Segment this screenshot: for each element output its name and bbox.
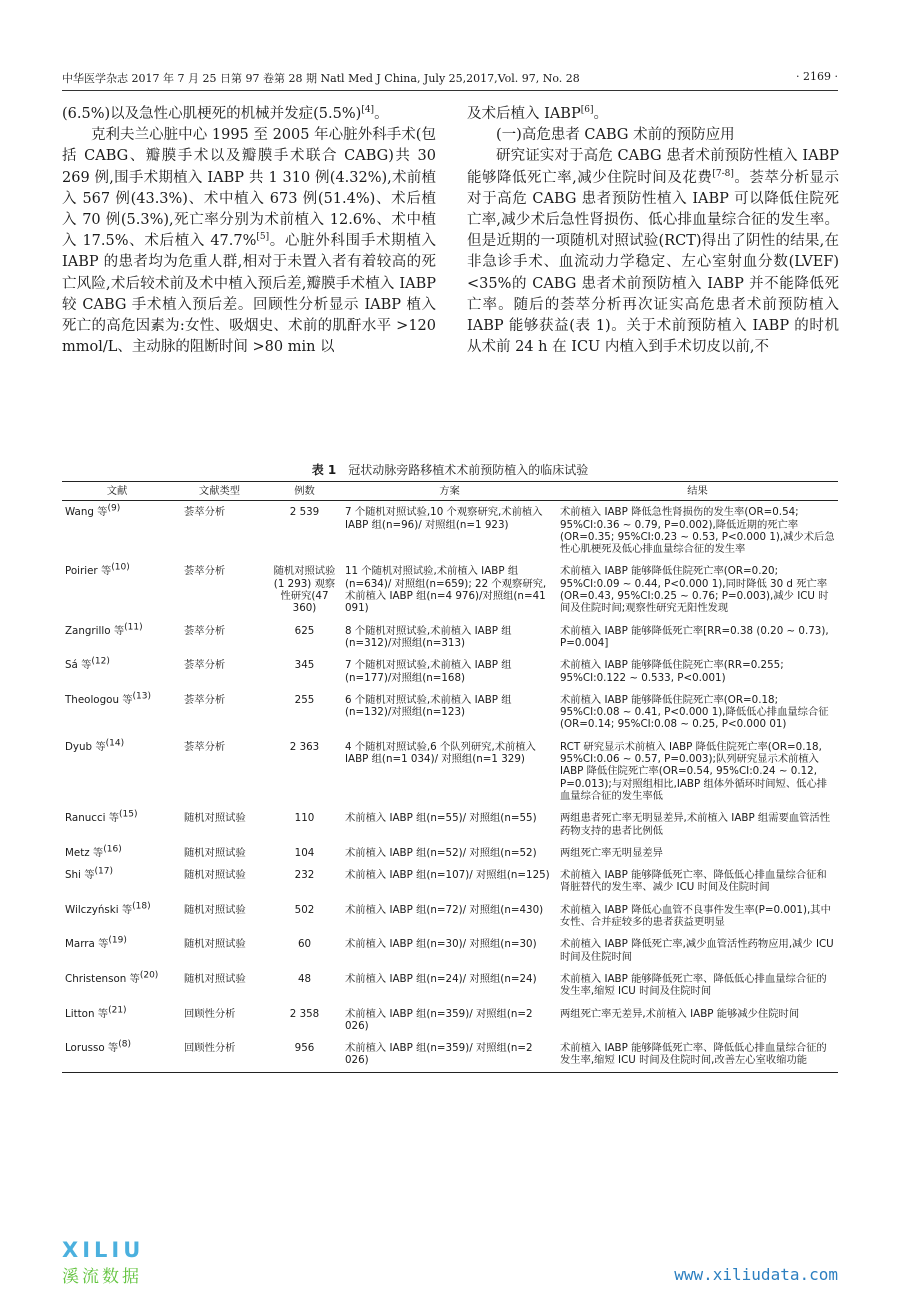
table-cell-ref [62, 968, 172, 1003]
table-cell-result [557, 807, 838, 842]
cell-text: 502 [294, 903, 315, 916]
table-cell-ref [62, 736, 172, 807]
table-row [62, 654, 838, 689]
table-cell-result [557, 654, 838, 689]
citation: (8) [118, 1039, 131, 1050]
citation: (21) [108, 1005, 127, 1016]
cell-text: Theologou 等 [65, 693, 133, 706]
citation: (10) [111, 563, 130, 574]
citation: (12) [91, 656, 110, 667]
cell-text: 回顾性分析 [184, 1007, 236, 1020]
table-cell-ref [62, 842, 172, 864]
table-row [62, 864, 838, 899]
table-cell-type [172, 1037, 267, 1072]
cell-text: 荟萃分析 [184, 693, 226, 706]
citation: (17) [94, 866, 113, 877]
cell-text: Metz 等 [65, 846, 104, 859]
citation: (15) [119, 809, 138, 820]
cell-text: 60 [297, 938, 312, 951]
cell-text: Christenson 等 [65, 972, 140, 985]
table-cell-scheme [342, 864, 557, 899]
table-cell-type [172, 864, 267, 899]
table-row [62, 842, 838, 864]
cell-text: 7 个随机对照试验,10 个观察研究,术前植入 IABP 组(n=96)/ 对照组(n=1 923) [345, 506, 543, 531]
cell-text: 术前植入 IABP 能够降低死亡率、降低低心排血量综合征和肾脏替代的发生率、减少 ICU 时间及住院时间 [560, 869, 827, 894]
cell-text: Marra 等 [65, 938, 109, 951]
table-cell-ref [62, 654, 172, 689]
cell-text: 随机对照试验 [184, 869, 246, 882]
text: 。心脏外科围手术期植入 IABP 的患者均为危重人群,相对于未置入者有着较高的死亡风险,术后较术前及术中植入预后差,瓣膜手术植入 IABP 较 CABG 手术植入预后差。回顾性分析显示 IABP 植入死亡的高危因素为:女性、吸烟史、术前的肌酐水平 >120 mmol/L、主动脉的阻断时间 >80 min 以 [62, 233, 437, 356]
cell-text: 术前植入 IABP 组(n=72)/ 对照组(n=430) [345, 903, 544, 916]
table-row [62, 560, 838, 619]
table-cell-n [267, 620, 342, 655]
table-cell-type [172, 899, 267, 934]
table-cell-type [172, 933, 267, 968]
table-cell-scheme [342, 1037, 557, 1072]
table-cell-type [172, 620, 267, 655]
table-cell-result [557, 864, 838, 899]
cell-text: 回顾性分析 [184, 1042, 236, 1055]
cell-text: 荟萃分析 [184, 565, 226, 578]
cell-text: 4 个随机对照试验,6 个队列研究,术前植入 IABP 组(n=1 034)/ 对照组(n=1 329) [345, 740, 536, 766]
cell-text: 术前植入 IABP 能够降低死亡率、降低低心排血量综合征的发生率,缩短 ICU 时间及住院时间 [560, 972, 827, 998]
cell-text: 术前植入 IABP 组(n=24)/ 对照组(n=24) [345, 972, 537, 985]
text: 。 [374, 106, 389, 122]
table-cell-ref [62, 1003, 172, 1038]
table-cell-ref [62, 501, 172, 561]
cell-text: Wang 等 [65, 506, 108, 519]
table-row [62, 1003, 838, 1038]
table-cell-n [267, 807, 342, 842]
cell-text: 术前植入 IABP 能够降低住院死亡率(OR=0.20; 95%CI:0.09 ~ 0.44, P<0.000 1),同时降低 30 d 死亡率(OR=0.43, 95%CI:0.25 ~ 0.76; P=0.003),减少 ICU 时间及住院时间;观察性研究无阳性发现 [560, 565, 829, 615]
table-cell-result [557, 1003, 838, 1038]
cell-text: Shi 等 [65, 869, 95, 882]
cell-text: 255 [294, 693, 315, 706]
table-cell-scheme [342, 968, 557, 1003]
table-cell-n [267, 1037, 342, 1072]
table-cell-n [267, 1003, 342, 1038]
text: 及术后植入 IABP [467, 106, 581, 122]
citation: (18) [132, 901, 151, 912]
table-cell-scheme [342, 1003, 557, 1038]
cell-text: 术前植入 IABP 组(n=30)/ 对照组(n=30) [345, 938, 537, 951]
table-row [62, 501, 838, 561]
table-row [62, 1037, 838, 1072]
cell-text: 110 [294, 812, 315, 825]
running-header [62, 70, 838, 90]
cell-text: 术前植入 IABP 能够降低死亡率、降低低心排血量综合征的发生率,缩短 ICU 时间及住院时间,改善左心室收缩功能 [560, 1042, 827, 1067]
table-cell-scheme [342, 654, 557, 689]
table-cell-n [267, 968, 342, 1003]
table-cell-type [172, 1003, 267, 1038]
table-cell-result [557, 933, 838, 968]
cell-text: 2 539 [289, 506, 320, 519]
cell-text: 术前植入 IABP 组(n=52)/ 对照组(n=52) [345, 846, 537, 859]
cell-text: 荟萃分析 [184, 740, 226, 753]
cell-text: 术前植入 IABP 组(n=359)/ 对照组(n=2 026) [345, 1007, 533, 1032]
table-cell-result [557, 736, 838, 807]
cell-text: Litton 等 [65, 1007, 109, 1020]
table-cell-n [267, 933, 342, 968]
table-row [62, 807, 838, 842]
cell-text: 术前植入 IABP 能够降低死亡率[RR=0.38 (0.20 ~ 0.73), P=0.004] [560, 624, 829, 649]
table-row [62, 620, 838, 655]
logo-text: 溪流数据 [62, 1267, 142, 1287]
right-column [467, 104, 839, 358]
text: (6.5%)以及急性心肌梗死的机械并发症(5.5%) [62, 106, 362, 122]
left-column [62, 104, 436, 358]
table-title: 冠状动脉旁路移植术术前预防植入的临床试验 [348, 463, 589, 477]
citation: (19) [108, 935, 127, 946]
table-cell-ref [62, 864, 172, 899]
cell-text: 48 [297, 972, 312, 985]
cell-text: 术前植入 IABP 能够降低住院死亡率(RR=0.255; 95%CI:0.122 ~ 0.533, P<0.001) [560, 659, 784, 684]
table-cell-ref [62, 1037, 172, 1072]
cell-text: 104 [294, 846, 315, 859]
table-cell-n [267, 654, 342, 689]
cell-text: 2 358 [289, 1007, 320, 1020]
table-cell-type [172, 842, 267, 864]
table-cell-n [267, 501, 342, 561]
table-cell-type [172, 501, 267, 561]
table-row [62, 736, 838, 807]
cell-text: Zangrillo 等 [65, 624, 125, 637]
cell-text: 术前植入 IABP 组(n=55)/ 对照组(n=55) [345, 812, 537, 825]
table-cell-n [267, 689, 342, 736]
table-cell-result [557, 501, 838, 561]
table-body [62, 501, 838, 1072]
cell-text: 术前植入 IABP 组(n=359)/ 对照组(n=2 026) [345, 1042, 533, 1067]
citation: (14) [105, 738, 125, 749]
table-cell-result [557, 620, 838, 655]
cell-text: 956 [294, 1042, 315, 1055]
table-cell-scheme [342, 933, 557, 968]
cell-text: 随机对照试验 [184, 938, 246, 951]
cell-text: 7 个随机对照试验,术前植入 IABP 组(n=177)/对照组(n=168) [345, 659, 512, 684]
cell-text: Ranucci 等 [65, 812, 120, 825]
cell-text: 随机对照试验 [184, 846, 246, 859]
column-header: 例数 [267, 482, 342, 501]
cell-text: Wilczyński 等 [65, 903, 133, 916]
cell-text: 两组死亡率无明显差异 [560, 846, 663, 859]
table-row [62, 689, 838, 736]
citation: (11) [124, 622, 143, 633]
table-cell-n [267, 899, 342, 934]
table-cell-scheme [342, 736, 557, 807]
right-paragraph-1 [467, 104, 839, 125]
table-cell-result [557, 899, 838, 934]
citation: (16) [103, 844, 122, 855]
table-header-row [62, 482, 838, 501]
table-cell-ref [62, 620, 172, 655]
logo-mark: XILIU [62, 1238, 145, 1262]
cell-text: 8 个随机对照试验,术前植入 IABP 组(n=312)/对照组(n=313) [345, 624, 512, 649]
table-cell-result [557, 560, 838, 619]
table-cell-ref [62, 560, 172, 619]
column-header: 文献 [62, 482, 172, 501]
right-paragraph-2 [467, 146, 839, 358]
cell-text: 6 个随机对照试验,术前植入 IABP 组(n=132)/对照组(n=123) [345, 693, 512, 719]
citation: [4] [361, 105, 375, 116]
column-header: 文献类型 [172, 482, 267, 501]
table-cell-scheme [342, 560, 557, 619]
table-cell-scheme [342, 689, 557, 736]
cell-text: 荟萃分析 [184, 506, 226, 519]
cell-text: 术前植入 IABP 降低死亡率,减少血管活性药物应用,减少 ICU 时间及住院时间 [560, 938, 834, 963]
table-cell-type [172, 654, 267, 689]
cell-text: 术前植入 IABP 能够降低住院死亡率(OR=0.18; 95%CI:0.08 ~ 0.41, P<0.000 1),降低低心排血量综合征(OR=0.14; 95%CI:0.08 ~ 0.25, P<0.000 01) [560, 693, 829, 731]
table-row [62, 933, 838, 968]
table-cell-scheme [342, 807, 557, 842]
table-cell-ref [62, 933, 172, 968]
header-rule [62, 90, 838, 91]
section-subheading: (一)高危患者 CABG 术前的预防应用 [496, 127, 735, 144]
cell-text: 11 个随机对照试验,术前植入 IABP 组(n=634)/ 对照组(n=659); 22 个观察研究,术前植入 IABP 组(n=4 976)/对照组(n=41 091) [345, 565, 547, 615]
table-number: 表 1 [311, 463, 337, 477]
table-cell-scheme [342, 842, 557, 864]
table-row [62, 968, 838, 1003]
table-cell-scheme [342, 899, 557, 934]
citation: [5] [256, 232, 270, 243]
table-cell-ref [62, 807, 172, 842]
column-header: 方案 [342, 482, 557, 501]
cell-text: 荟萃分析 [184, 659, 226, 672]
left-paragraph-1 [62, 104, 436, 125]
table-cell-type [172, 560, 267, 619]
citation: (20) [139, 970, 159, 981]
left-paragraph-2 [62, 125, 436, 358]
table-row [62, 899, 838, 934]
cell-text: Sá 等 [65, 659, 92, 672]
table-cell-type [172, 689, 267, 736]
cell-text: 随机对照试验 [184, 972, 246, 985]
cell-text: Lorusso 等 [65, 1042, 119, 1055]
table-caption [62, 461, 838, 478]
text: 研究证实对于高危 CABG 患者术前预防性植入 IABP 能够降低死亡率,减少住院时间及花费 [467, 148, 839, 186]
table-cell-result [557, 1037, 838, 1072]
page-number: · 2169 · [796, 70, 838, 83]
cell-text: 345 [294, 659, 315, 672]
cell-text: Dyub 等 [65, 740, 106, 753]
table-cell-result [557, 842, 838, 864]
journal-citation: 中华医学杂志 2017 年 7 月 25 日第 97 卷第 28 期 Natl Med J China, July 25,2017,Vol. 97, No. 28 [62, 72, 580, 85]
text: 。荟萃分析显示对于高危 CABG 患者预防性植入 IABP 可以降低住院死亡率,减少术后急性肾损伤、低心排血量综合征的发生率。但是近期的一项随机对照试验(RCT)得出了阴性的结果,在非急诊手术、血流动力学稳定、左心室射血分数(LVEF) <35%的 CABG 患者术前预防植入 IABP 并不能降低死亡率。随后的荟萃分析再次证实高危患者术前预防植入 IABP 能够获益(表 1)。关于术前预防植入 IABP 的时机从术前 24 h 在 ICU 内植入到手术切皮以前,不 [467, 169, 839, 356]
table-cell-n [267, 864, 342, 899]
text: 。 [593, 106, 608, 122]
cell-text: 术前植入 IABP 降低急性肾损伤的发生率(OR=0.54; 95%CI:0.36 ~ 0.79, P=0.002),降低近期的死亡率(OR=0.35; 95%CI:0.23 ~ 0.53, P<0.000 1),减少术后急性心肌梗死及低心排血量综合征的发生率 [560, 506, 835, 556]
table-cell-n [267, 736, 342, 807]
website-url[interactable]: www.xiliudata.com [674, 1265, 838, 1284]
table-cell-ref [62, 689, 172, 736]
cell-text: 625 [294, 624, 315, 637]
cell-text: 术前植入 IABP 组(n=107)/ 对照组(n=125) [345, 869, 550, 882]
cell-text: 2 363 [289, 740, 320, 753]
table-cell-ref [62, 899, 172, 934]
cell-text: Poirier 等 [65, 565, 112, 578]
table-cell-scheme [342, 501, 557, 561]
cell-text: 两组患者死亡率无明显差异,术前植入 IABP 组需要血管活性药物支持的患者比例低 [560, 812, 831, 837]
table-cell-type [172, 968, 267, 1003]
cell-text: 232 [294, 869, 315, 882]
cell-text: 两组死亡率无差异,术前植入 IABP 能够减少住院时间 [560, 1007, 800, 1020]
citation: (9) [107, 503, 121, 514]
clinical-trials-table [62, 481, 838, 1073]
citation: [6] [580, 105, 594, 116]
cell-text: 随机对照试验(1 293) 观察性研究(47 360) [273, 565, 336, 615]
citation: (13) [132, 691, 152, 702]
cell-text: 随机对照试验 [184, 903, 246, 916]
table-cell-n [267, 842, 342, 864]
table-cell-result [557, 689, 838, 736]
column-header: 结果 [557, 482, 838, 501]
table-cell-scheme [342, 620, 557, 655]
table-cell-result [557, 968, 838, 1003]
cell-text: 术前植入 IABP 降低心血管不良事件发生率(P=0.001),其中女性、合并症较多的患者获益更明显 [560, 903, 831, 929]
cell-text: 荟萃分析 [184, 624, 226, 637]
xiliu-logo [62, 1238, 172, 1287]
citation: [7-8] [712, 168, 734, 179]
table-cell-n [267, 560, 342, 619]
table-cell-type [172, 807, 267, 842]
cell-text: RCT 研究显示术前植入 IABP 降低住院死亡率(OR=0.18, 95%CI:0.06 ~ 0.57, P=0.003);队列研究显示术前植入 IABP 降低住院死亡率(OR=0.54, 95%CI:0.24 ~ 0.12, P=0.013);与对照组相比,IABP 组体外循环时间短、低心排血量综合征的发生率低 [560, 740, 828, 802]
cell-text: 随机对照试验 [184, 812, 246, 825]
text: 克利夫兰心脏中心 1995 至 2005 年心脏外科手术(包括 CABG、瓣膜手术以及瓣膜手术联合 CABG)共 30 269 例,围手术期植入 IABP 共 1 310 例(4.32%),术前植入 567 例(43.3%)、术中植入 673 例(51.4%)、术后植入 70 例(5.3%),死亡率分别为术前植入 12.6%、术中植入 17.5%、术后植入 47.7% [62, 127, 436, 250]
table-cell-type [172, 736, 267, 807]
